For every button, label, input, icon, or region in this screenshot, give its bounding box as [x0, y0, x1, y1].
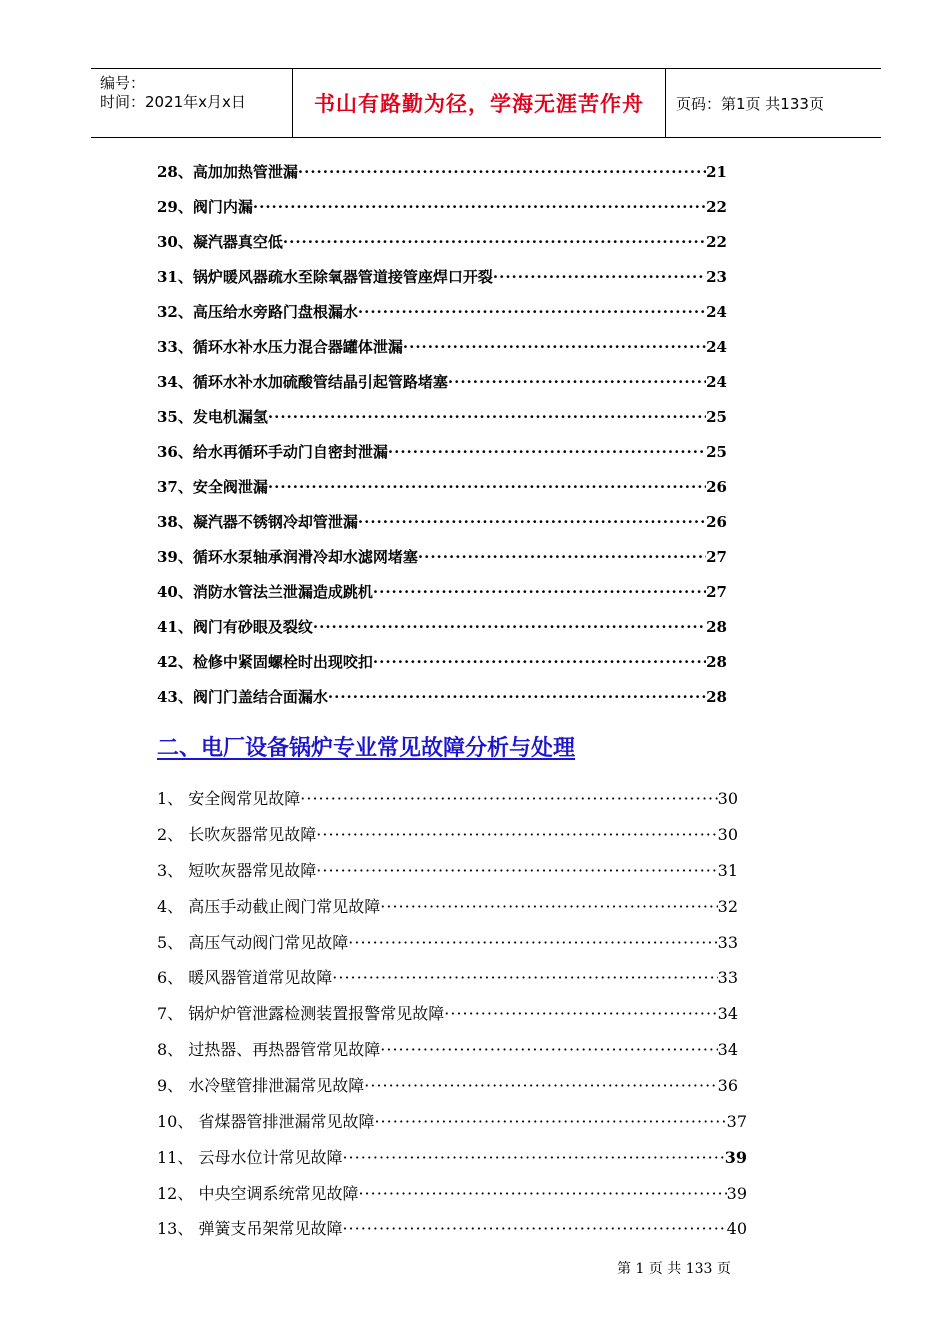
toc-entry[interactable]	[157, 476, 727, 497]
toc-entry[interactable]	[157, 965, 738, 988]
toc-leader-dots	[328, 688, 706, 706]
toc-leader-dots	[298, 163, 706, 181]
toc-entry-page: 26	[706, 513, 727, 531]
document-time-label: 时间：2021年x月x日	[100, 93, 246, 111]
toc-entry[interactable]	[157, 336, 727, 357]
header-info-cell	[91, 69, 293, 137]
toc-leader-dots	[388, 443, 706, 461]
toc-entry-label: 1、 安全阀常见故障	[157, 789, 301, 808]
toc-entry[interactable]	[157, 822, 738, 845]
toc-leader-dots	[373, 583, 706, 601]
page-footer: 第 1 页 共 133 页	[617, 1261, 731, 1277]
toc-leader-dots	[364, 1076, 717, 1095]
toc-entry-label: 5、 高压气动阀门常见故障	[157, 933, 349, 952]
toc-entry[interactable]	[157, 161, 727, 182]
toc-entry-page: 24	[706, 303, 727, 321]
toc-entry[interactable]	[157, 1145, 747, 1168]
toc-entry-page: 25	[706, 443, 727, 461]
toc-entry-page: 37	[726, 1112, 747, 1131]
toc-entry-page: 27	[706, 548, 727, 566]
toc-entry-page: 30	[717, 825, 738, 844]
toc-entry-page: 28	[706, 688, 727, 706]
toc-entry[interactable]	[157, 1073, 738, 1096]
toc-entry-label: 9、 水冷壁管排泄漏常见故障	[157, 1076, 365, 1095]
toc-entry-label: 2、 长吹灰器常见故障	[157, 825, 317, 844]
toc-entry[interactable]	[157, 1001, 738, 1024]
toc-entry-label: 6、 暖风器管道常见故障	[157, 968, 333, 987]
toc-entry-page: 40	[726, 1219, 747, 1238]
toc-leader-dots	[342, 1219, 726, 1238]
document-number-label: 编号：	[100, 74, 146, 92]
toc-entry-page: 27	[706, 583, 727, 601]
toc-entry-page: 28	[706, 653, 727, 671]
toc-leader-dots	[380, 1040, 717, 1059]
toc-leader-dots	[316, 861, 717, 880]
toc-leader-dots	[380, 897, 717, 916]
toc-leader-dots	[348, 933, 717, 952]
toc-entry[interactable]	[157, 231, 727, 252]
header-page-code: 页码：第1页 共133页	[676, 94, 824, 113]
toc-leader-dots	[342, 1148, 724, 1167]
toc-leader-dots	[444, 1004, 717, 1023]
toc-entry-label: 40、消防水管法兰泄漏造成跳机	[157, 583, 373, 601]
toc-leader-dots	[283, 233, 706, 251]
toc-entry-page: 23	[706, 268, 727, 286]
toc-leader-dots	[300, 789, 717, 808]
toc-entry-page: 24	[706, 338, 727, 356]
toc-entry-page: 26	[706, 478, 727, 496]
toc-entry-label: 34、循环水补水加硫酸管结晶引起管路堵塞	[157, 373, 448, 391]
toc-entry-label: 8、 过热器、再热器管常见故障	[157, 1040, 381, 1059]
toc-entry-page: 36	[717, 1076, 738, 1095]
toc-entry[interactable]	[157, 930, 738, 953]
toc-entry-page: 34	[717, 1040, 738, 1059]
toc-entry[interactable]	[157, 894, 738, 917]
toc-entry-label: 38、凝汽器不锈钢冷却管泄漏	[157, 513, 358, 531]
toc-entry-label: 3、 短吹灰器常见故障	[157, 861, 317, 880]
toc-leader-dots	[403, 338, 706, 356]
toc-leader-dots	[268, 408, 706, 426]
page-header	[91, 68, 881, 138]
toc-entry[interactable]	[157, 651, 727, 672]
toc-entry[interactable]	[157, 196, 727, 217]
toc-entry[interactable]	[157, 406, 727, 427]
toc-entry-page: 32	[717, 897, 738, 916]
toc-entry-label: 29、阀门内漏	[157, 198, 253, 216]
toc-entry[interactable]	[157, 266, 727, 287]
section-heading-link[interactable]: 二、电厂设备锅炉专业常见故障分析与处理	[157, 736, 576, 761]
toc-entry-label: 12、 中央空调系统常见故障	[157, 1184, 359, 1203]
toc-entry[interactable]	[157, 1037, 738, 1060]
toc-entry[interactable]	[157, 371, 727, 392]
toc-leader-dots	[493, 268, 706, 286]
toc-entry-label: 32、高压给水旁路门盘根漏水	[157, 303, 358, 321]
header-motto: 书山有路勤为径，学海无涯苦作舟	[314, 92, 644, 116]
toc-entry[interactable]	[157, 581, 727, 602]
toc-entry-label: 37、安全阀泄漏	[157, 478, 268, 496]
toc-entry[interactable]	[157, 441, 727, 462]
toc-leader-dots	[358, 1184, 726, 1203]
toc-leader-dots	[448, 373, 706, 391]
toc-entry-page: 39	[726, 1184, 747, 1203]
toc-entry-label: 33、循环水补水压力混合器罐体泄漏	[157, 338, 403, 356]
header-page-cell	[666, 69, 881, 137]
toc-entry[interactable]	[157, 858, 738, 881]
toc-entry-page: 28	[706, 618, 727, 636]
toc-entry-label: 10、 省煤器管排泄漏常见故障	[157, 1112, 375, 1131]
toc-leader-dots	[358, 303, 706, 321]
toc-entry-page: 31	[717, 861, 738, 880]
toc-entry-page: 25	[706, 408, 727, 426]
toc-entry-page: 24	[706, 373, 727, 391]
toc-leader-dots	[332, 968, 717, 987]
toc-entry-label: 28、高加加热管泄漏	[157, 163, 298, 181]
toc-entry-label: 39、循环水泵轴承润滑冷却水滤网堵塞	[157, 548, 418, 566]
toc-leader-dots	[313, 618, 706, 636]
toc-entry[interactable]	[157, 546, 727, 567]
header-motto-cell	[293, 69, 666, 137]
toc-entry[interactable]	[157, 1181, 747, 1204]
toc-entry[interactable]	[157, 786, 738, 809]
toc-entry[interactable]	[157, 616, 727, 637]
toc-entry[interactable]	[157, 511, 727, 532]
toc-entry-label: 7、 锅炉炉管泄露检测装置报警常见故障	[157, 1004, 445, 1023]
toc-entry-label: 43、阀门门盖结合面漏水	[157, 688, 328, 706]
toc-entry-page: 22	[706, 233, 727, 251]
toc-entry[interactable]	[157, 1216, 747, 1239]
toc-entry-page: 22	[706, 198, 727, 216]
toc-leader-dots	[358, 513, 706, 531]
toc-leader-dots	[253, 198, 706, 216]
toc-entry-label: 35、发电机漏氢	[157, 408, 268, 426]
toc-entry-label: 11、 云母水位计常见故障	[157, 1148, 343, 1167]
toc-leader-dots	[418, 548, 706, 566]
toc-leader-dots	[373, 653, 706, 671]
toc-entry-page: 21	[706, 163, 727, 181]
toc-entry-label: 41、阀门有砂眼及裂纹	[157, 618, 313, 636]
toc-leader-dots	[268, 478, 706, 496]
toc-leader-dots	[374, 1112, 726, 1131]
toc-entry-page: 33	[717, 933, 738, 952]
toc-entry-label: 31、锅炉暖风器疏水至除氧器管道接管座焊口开裂	[157, 268, 493, 286]
toc-entry-label: 30、凝汽器真空低	[157, 233, 283, 251]
toc-entry-label: 4、 高压手动截止阀门常见故障	[157, 897, 381, 916]
toc-entry-page: 30	[717, 789, 738, 808]
toc-entry-label: 36、给水再循环手动门自密封泄漏	[157, 443, 388, 461]
toc-entry[interactable]	[157, 1109, 747, 1132]
toc-entry-page: 33	[717, 968, 738, 987]
toc-entry[interactable]	[157, 686, 727, 707]
toc-entry-label: 13、 弹簧支吊架常见故障	[157, 1219, 343, 1238]
toc-entry-page: 39	[724, 1148, 747, 1167]
toc-entry[interactable]	[157, 301, 727, 322]
toc-entry-label: 42、检修中紧固螺栓时出现咬扣	[157, 653, 373, 671]
toc-leader-dots	[316, 825, 717, 844]
toc-entry-page: 34	[717, 1004, 738, 1023]
